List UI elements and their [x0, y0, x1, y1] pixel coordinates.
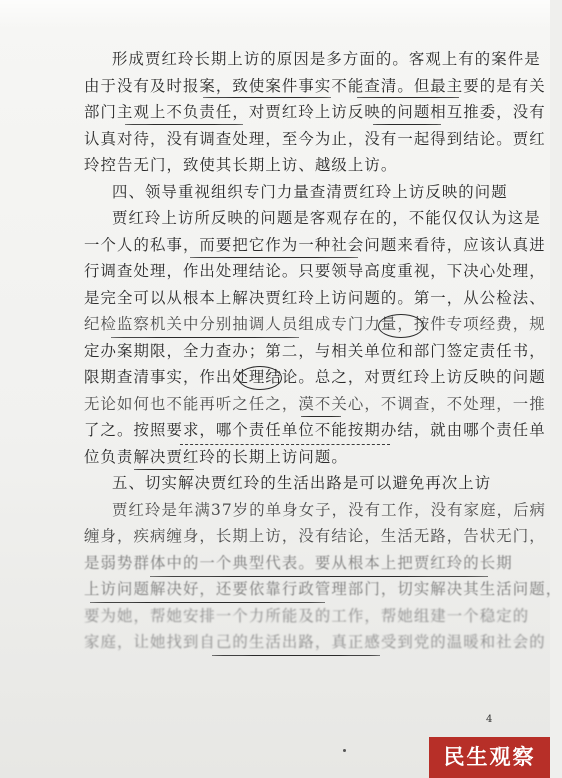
- text-line: 家庭，让她找到自己的生活出路，真正感受到党的温暖和社会的: [84, 633, 546, 651]
- text-line: 认真对待，没有调查处理，至今为止，没有一起得到结论。贾红: [84, 129, 546, 148]
- text-line: 是弱势群体中的一个典型代表。要从根本上把贾红玲的长期: [84, 553, 513, 572]
- text-line: 定办案期限，全力查办；第二，与相关单位和部门签定责任书，: [84, 341, 546, 360]
- text-line: 由于没有及时报案，致使案件事实不能查清。但最主要的是有关: [84, 76, 546, 95]
- text-line: 无论如何也不能再听之任之，漠不关心，不调查，不处理，一推: [84, 394, 546, 413]
- section-heading: 五、切实解决贾红玲的生活出路是可以避免再次上访: [112, 474, 492, 492]
- text-line: 贾红玲是年满37岁的单身女子，没有工作，没有家庭，后病: [112, 500, 547, 519]
- text-line: 行调查处理，作出处理结论。只要领导高度重视，下决心处理，: [84, 262, 546, 280]
- pen-underline: [373, 124, 441, 125]
- pen-underline: [111, 337, 299, 338]
- text-line: 位负责解决贾红玲的长期上访问题。: [84, 447, 348, 466]
- pen-circle: [238, 366, 282, 390]
- watermark-logo: 民生观察: [429, 737, 550, 778]
- text-line: 限期查清事实，作出处理结论。总之，对贾红玲上访反映的问题: [84, 368, 546, 386]
- text-line: 一个人的私事，而要把它作为一种社会问题来看待，应该认真进: [84, 235, 546, 254]
- section-heading: 四、领导重视组织专门力量查清贾红玲上访反映的问题: [112, 182, 508, 201]
- pen-circle: [378, 314, 424, 338]
- text-line: 是完全可以从根本上解决贾红玲上访问题的。第一，从公检法、: [84, 288, 546, 307]
- pen-underline: [180, 440, 390, 445]
- document-body: [84, 46, 562, 656]
- pen-underline: [90, 602, 325, 603]
- text-line: 部门主观上不负责任，对贾红玲上访反映的问题相互推委，没有: [84, 103, 546, 121]
- page-number: 4: [486, 714, 493, 725]
- pen-underline: [301, 416, 341, 417]
- text-line: 贾红玲上访所反映的问题是客观存在的，不能仅仅认为这是: [112, 209, 541, 227]
- text-line: 要为她，帮她安排一个力所能及的工作，帮她组建一个稳定的: [84, 606, 530, 625]
- text-line: 上访问题解决好，还要依靠行政管理部门，切实解决其生活问题，: [84, 580, 562, 598]
- text-line: 形成贾红玲长期上访的原因是多方面的。客观上有的案件是: [112, 50, 541, 68]
- text-line: 缠身，疾病缠身，长期上访，没有结论，生活无路，告状无门，: [84, 527, 546, 545]
- text-line: 了之。按照要求，哪个责任单位不能按期办结，就由哪个责任单: [84, 421, 546, 439]
- pen-underline: [150, 576, 488, 577]
- pen-underline: [125, 124, 243, 125]
- text-line: 纪检监察机关中分别抽调人员组成专门力量，按件专项经费，规: [84, 315, 546, 333]
- page-shading: [0, 0, 550, 30]
- scan-speck: [343, 749, 346, 752]
- text-line: 玲控告无门，致使其长期上访、越级上访。: [84, 156, 398, 174]
- pen-underline: [134, 469, 194, 470]
